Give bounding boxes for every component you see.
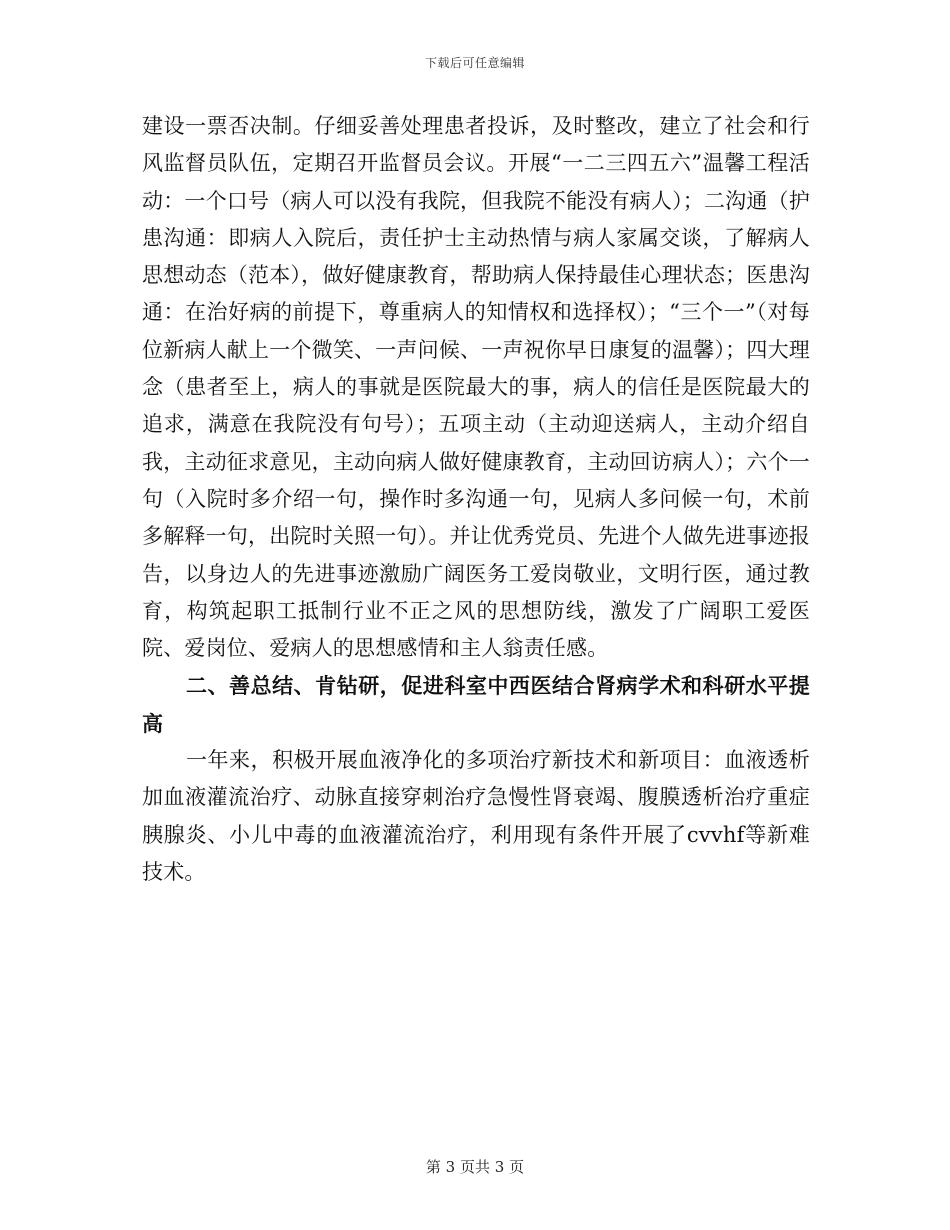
- body-paragraph-1: 建设一票否决制。仔细妥善处理患者投诉，及时整改，建立了社会和行风监督员队伍，定期召开监督员会议。开展“一二三四五六”温馨工程活动：一个口号（病人可以没有我院，但我院不能没有病人）；二沟通（护患沟通：即病人入院后，责任护士主动热情与病人家属交谈，了解病人思想动态（范本），做好健康教育，帮助病人保持最佳心理状态；医患沟通：在治好病的前提下，尊重病人的知情权和选择权）；“三个一”（对每位新病人献上一个微笑、一声问候、一声祝你早日康复的温馨）；四大理念（患者至上，病人的事就是医院最大的事，病人的信任是医院最大的追求，满意在我院没有句号）；五项主动（主动迎送病人，主动介绍自我，主动征求意见，主动向病人做好健康教育，主动回访病人）；六个一句（入院时多介绍一句，操作时多沟通一句，见病人多问候一句，术前多解释一句，出院时关照一句）。并让优秀党员、先进个人做先进事迹报告，以身边人的先进事迹激励广阔医务工爱岗敬业，文明行医，通过教育，构筑起职工抵制行业不正之风的思想防线，激发了广阔职工爱医院、爱岗位、爱病人的思想感情和主人翁责任感。: [142, 114, 810, 661]
- document-body: [142, 108, 810, 891]
- section-heading-2: 二、善总结、肯钻研，促进科室中西医结合肾病学术和科研水平提高: [142, 673, 810, 736]
- body-paragraph-2: 一年来，积极开展血液净化的多项治疗新技术和新项目：血液透析加血液灌流治疗、动脉直接穿刺治疗急慢性肾衰竭、腹膜透析治疗重症胰腺炎、小儿中毒的血液灌流治疗，利用现有条件开展了cvvhf等新难技术。: [142, 748, 810, 884]
- page-header: 下载后可任意编辑: [424, 56, 525, 70]
- page-footer: 第 3 页共 3 页: [425, 1158, 525, 1176]
